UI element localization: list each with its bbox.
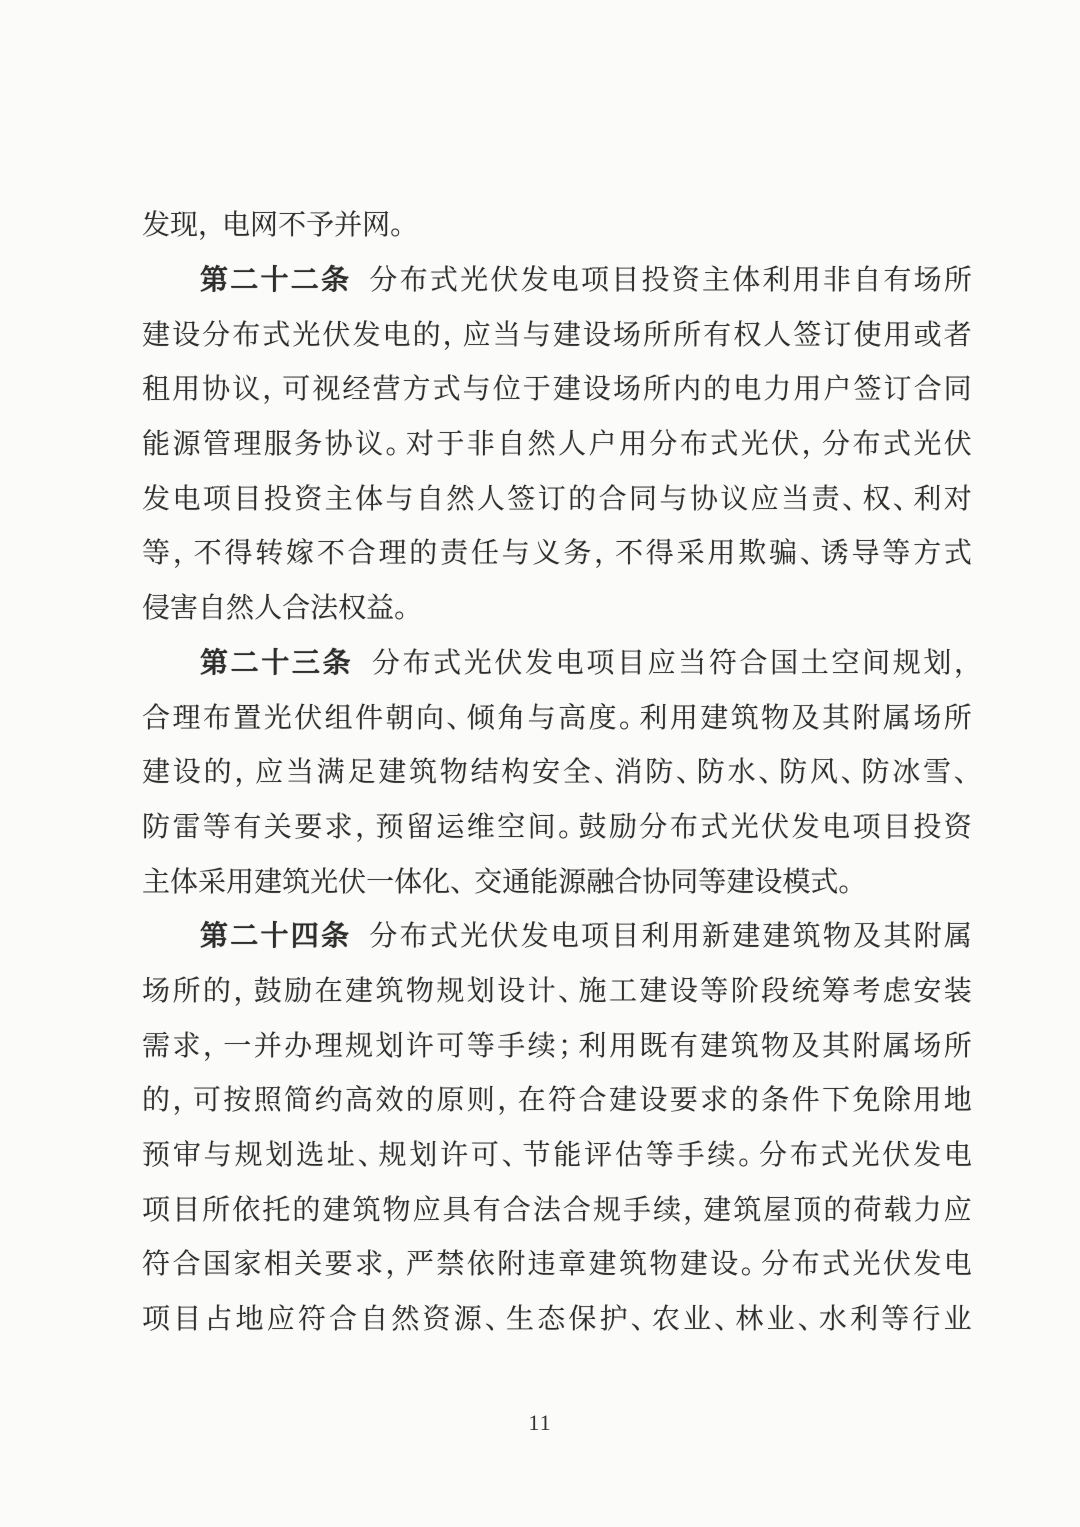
text-line: 建 设 的 ， 应 当 满 足 建 筑 物 结 构 安 全 、 消 防 、 防 水 、 防 风 、 防 冰 雪 、 bbox=[142, 757, 982, 789]
text-line: 建 设 分 布 式 光 伏 发 电 的 ， 应 当 与 建 设 场 所 所 有 权 人 签 订 使 用 或 者 bbox=[142, 319, 972, 351]
text-line: 符 合 国 家 相 关 要 求 ， 严 禁 依 附 违 章 建 筑 物 建 设 。 分 布 式 光 伏 发 电 bbox=[142, 1249, 972, 1281]
text-line: 的 ， 可 按 照 简 约 高 效 的 原 则 ， 在 符 合 建 设 要 求 的 条 件 下 免 除 用 地 bbox=[142, 1085, 972, 1117]
text-line: 需 求 ， 一 并 办 理 规 划 许 可 等 手 续 ； 利 用 既 有 建 筑 物 及 其 附 属 场 所 bbox=[142, 1030, 972, 1062]
text-line: 场 所 的 ， 鼓 励 在 建 筑 物 规 划 设 计 、 施 工 建 设 等 阶 段 统 筹 考 虑 安 装 bbox=[142, 975, 972, 1007]
text-line: 能 源 管 理 服 务 协 议 。 对 于 非 自 然 人 户 用 分 布 式 光 伏 ， 分 布 式 光 伏 bbox=[142, 429, 972, 461]
text-line: 防 雷 等 有 关 要 求 ， 预 留 运 维 空 间 。 鼓 励 分 布 式 光 伏 发 电 项 目 投 资 bbox=[142, 811, 972, 843]
text-line: 第 二 十 二 条 分 布 式 光 伏 发 电 项 目 投 资 主 体 利 用 非 自 有 场 所 bbox=[200, 264, 972, 297]
text-line: 发 现 ， 电 网 不 予 并 网 。 bbox=[142, 210, 419, 242]
text-line: 合 理 布 置 光 伏 组 件 朝 向 、 倾 角 与 高 度 。 利 用 建 筑 物 及 其 附 属 场 所 bbox=[142, 702, 972, 734]
page-number: 11 bbox=[528, 1410, 552, 1435]
text-line: 项 目 占 地 应 符 合 自 然 资 源 、 生 态 保 护 、 农 业 、 林 业 、 水 利 等 行 业 bbox=[142, 1304, 972, 1336]
text-line: 发 电 项 目 投 资 主 体 与 自 然 人 签 订 的 合 同 与 协 议 应 当 责 、 权 、 利 对 bbox=[142, 483, 972, 515]
text-line: 第 二 十 三 条 分 布 式 光 伏 发 电 项 目 应 当 符 合 国 土 空 间 规 划 ， bbox=[200, 646, 983, 679]
text-line: 主 体 采 用 建 筑 光 伏 一 体 化 、 交 通 能 源 融 合 协 同 等 建 设 模 式 。 bbox=[142, 866, 867, 898]
text-line: 租 用 协 议 ， 可 视 经 营 方 式 与 位 于 建 设 场 所 内 的 电 力 用 户 签 订 合 同 bbox=[142, 374, 972, 406]
text-line: 等 ， 不 得 转 嫁 不 合 理 的 责 任 与 义 务 ， 不 得 采 用 欺 骗 、 诱 导 等 方 式 bbox=[142, 538, 972, 570]
text-line: 第 二 十 四 条 分 布 式 光 伏 发 电 项 目 利 用 新 建 建 筑 物 及 其 附 属 bbox=[200, 920, 972, 953]
document-body bbox=[142, 196, 983, 1344]
text-line: 项 目 所 依 托 的 建 筑 物 应 具 有 合 法 合 规 手 续 ， 建 筑 屋 顶 的 荷 载 力 应 bbox=[142, 1194, 972, 1226]
text-line: 预 审 与 规 划 选 址 、 规 划 许 可 、 节 能 评 估 等 手 续 。 分 布 式 光 伏 发 电 bbox=[142, 1140, 972, 1172]
text-line: 侵 害 自 然 人 合 法 权 益 。 bbox=[142, 593, 423, 625]
